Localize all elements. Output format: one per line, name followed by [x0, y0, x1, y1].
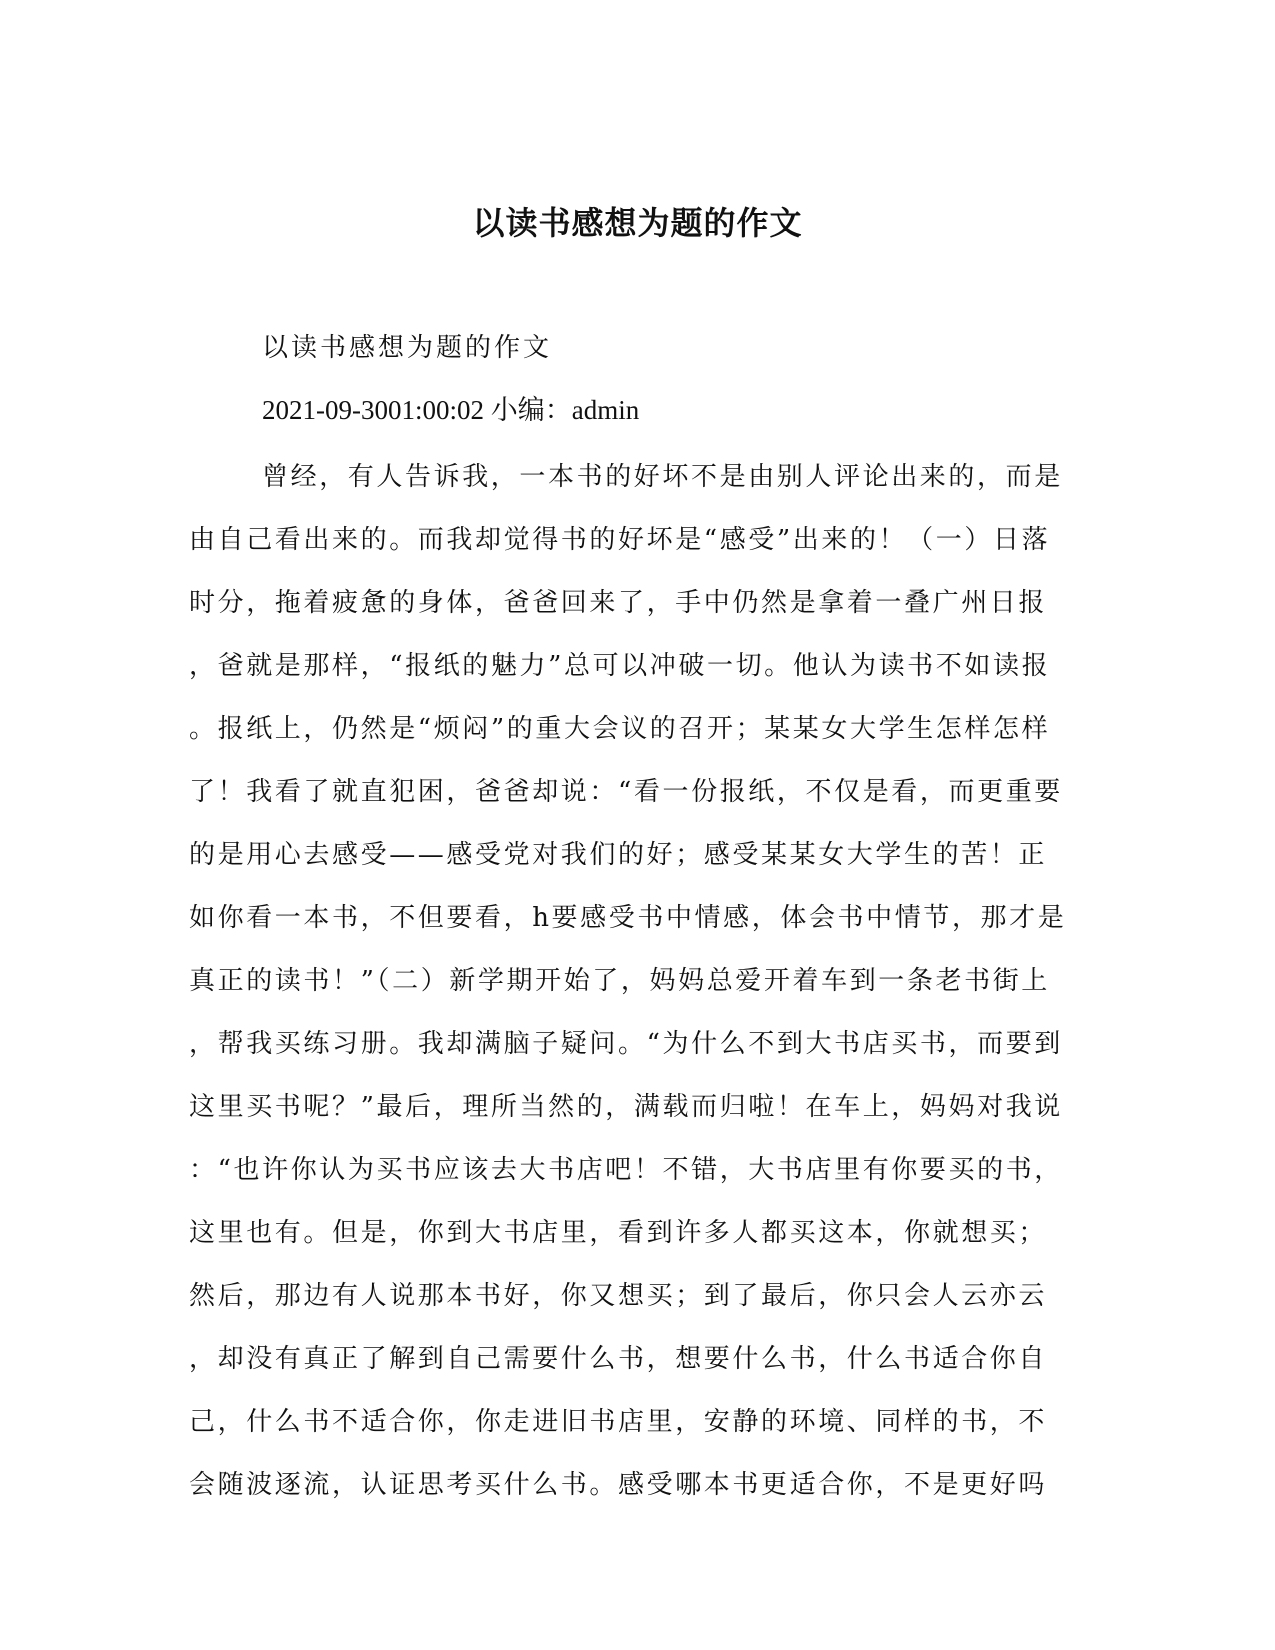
body-line: 了！我看了就直犯困，爸爸却说：“看一份报纸，不仅是看，而更重要 [189, 777, 1063, 807]
document-subtitle: 以读书感想为题的作文 [262, 333, 553, 363]
body-line: 会随波逐流，认证思考买什么书。感受哪本书更适合你，不是更好吗 [189, 1470, 1048, 1500]
body-line: 。报纸上，仍然是“烦闷”的重大会议的召开；某某女大学生怎样怎样 [189, 714, 1051, 744]
body-line: ，却没有真正了解到自己需要什么书，想要什么书，什么书适合你自 [189, 1344, 1048, 1374]
body-line: 真正的读书！”（二）新学期开始了，妈妈总爱开着车到一条老书街上 [189, 966, 1050, 996]
document-title: 以读书感想为题的作文 [472, 204, 803, 242]
body-line: 这里买书呢？”最后，理所当然的，满载而归啦！在车上，妈妈对我说 [189, 1092, 1063, 1122]
body-line: 的是用心去感受——感受党对我们的好；感受某某女大学生的苦！正 [189, 840, 1048, 870]
body-line: 己，什么书不适合你，你走进旧书店里，安静的环境、同样的书，不 [189, 1407, 1048, 1437]
body-line: ：“也许你认为买书应该去大书店吧！不错，大书店里有你要买的书， [189, 1155, 1063, 1185]
body-line: 时分，拖着疲惫的身体，爸爸回来了，手中仍然是拿着一叠广州日报 [189, 588, 1048, 618]
body-line: 这里也有。但是，你到大书店里，看到许多人都买这本，你就想买； [189, 1218, 1048, 1248]
body-line: 曾经，有人告诉我，一本书的好坏不是由别人评论出来的，而是 [262, 462, 1063, 492]
body-line: ，帮我买练习册。我却满脑子疑问。“为什么不到大书店买书，而要到 [189, 1029, 1063, 1059]
post-meta: 2021-09-3001:00:02 小编：admin [262, 395, 640, 425]
body-line: 如你看一本书，不但要看，h要感受书中情感，体会书中情节，那才是 [189, 903, 1067, 933]
article-body [189, 446, 1089, 1517]
body-line: 然后，那边有人说那本书好，你又想买；到了最后，你只会人云亦云 [189, 1281, 1048, 1311]
body-line: 由自己看出来的。而我却觉得书的好坏是“感受”出来的！（一）日落 [189, 525, 1051, 555]
body-line: ，爸就是那样，“报纸的魅力”总可以冲破一切。他认为读书不如读报 [189, 651, 1051, 681]
